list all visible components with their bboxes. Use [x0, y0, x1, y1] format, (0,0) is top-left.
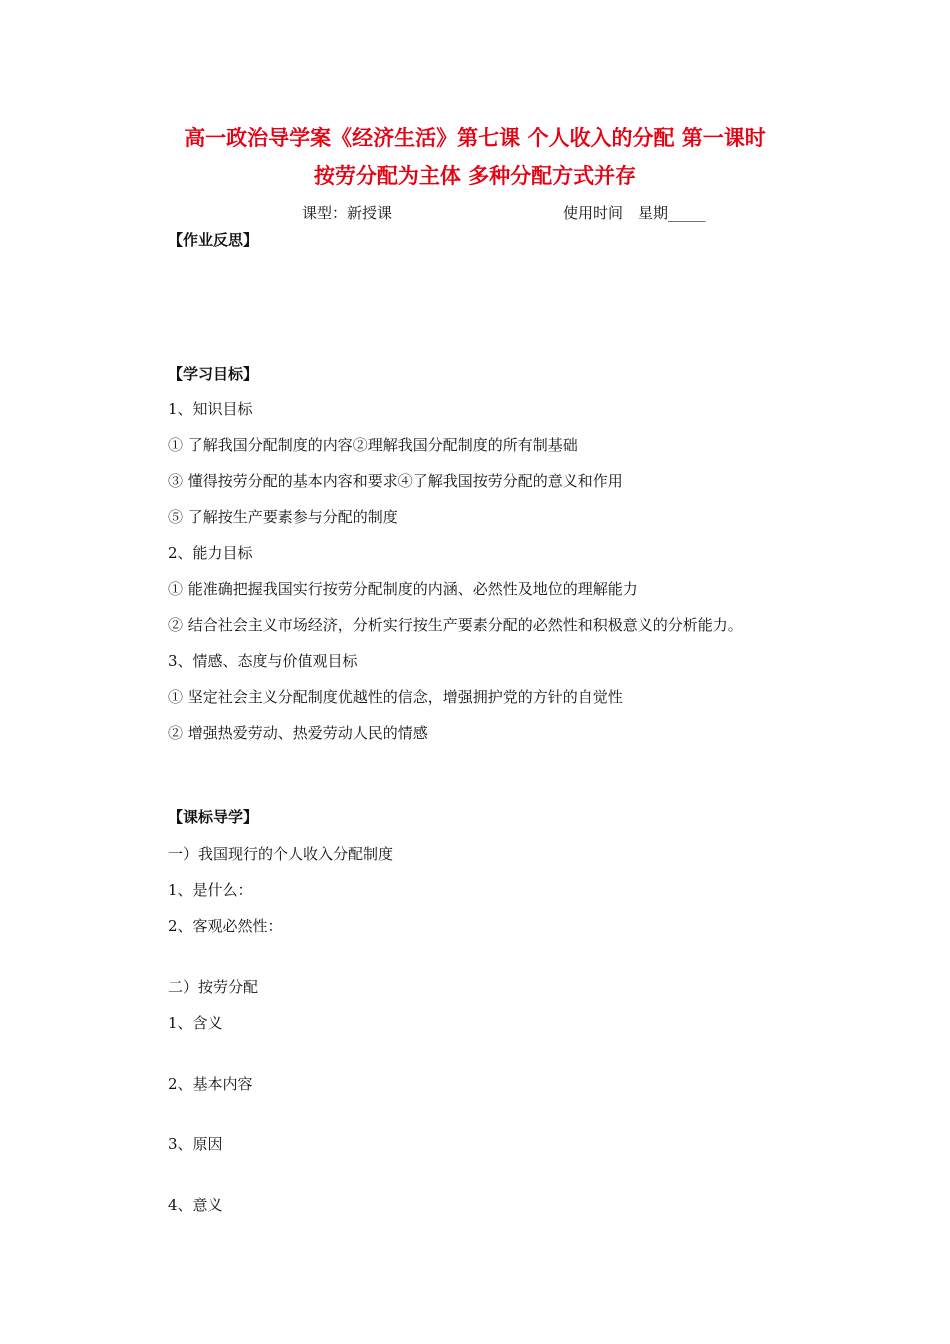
- emotion-goal-item: ① 坚定社会主义分配制度优越性的信念，增强拥护党的方针的自觉性: [168, 688, 623, 706]
- ability-goals-title: 2、能力目标: [168, 544, 253, 562]
- study-question: 2、客观必然性：: [168, 917, 283, 935]
- guided-study-heading: 【课标导学】: [168, 808, 259, 826]
- document-title-line-2: 按劳分配为主体 多种分配方式并存: [313, 164, 637, 188]
- emotion-goal-item: ② 增强热爱劳动、热爱劳动人民的情感: [168, 724, 428, 742]
- study-question: 1、含义: [168, 1014, 223, 1032]
- lesson-type: 课型：新授课: [302, 204, 393, 222]
- document-title-line-1: 高一政治导学案《经济生活》第七课 个人收入的分配 第一课时: [184, 126, 766, 150]
- study-question: 3、原因: [168, 1135, 223, 1153]
- knowledge-goals-title: 1、知识目标: [168, 400, 253, 418]
- knowledge-goal-item: ① 了解我国分配制度的内容②理解我国分配制度的所有制基础: [168, 436, 578, 454]
- knowledge-goal-item: ⑤ 了解按生产要素参与分配的制度: [168, 508, 398, 526]
- distribution-by-work-section-title: 二）按劳分配: [168, 978, 259, 996]
- usage-time: 使用时间 星期_____: [563, 204, 706, 222]
- study-question: 2、基本内容: [168, 1075, 253, 1093]
- income-distribution-section-title: 一）我国现行的个人收入分配制度: [168, 845, 394, 863]
- study-question: 4、意义: [168, 1196, 223, 1214]
- study-question: 1、是什么：: [168, 881, 253, 899]
- learning-goals-heading: 【学习目标】: [168, 365, 259, 383]
- ability-goal-item: ② 结合社会主义市场经济，分析实行按生产要素分配的必然性和积极意义的分析能力。: [168, 616, 743, 634]
- knowledge-goal-item: ③ 懂得按劳分配的基本内容和要求④了解我国按劳分配的意义和作用: [168, 472, 623, 490]
- homework-reflection-heading: 【作业反思】: [168, 231, 259, 249]
- ability-goal-item: ① 能准确把握我国实行按劳分配制度的内涵、必然性及地位的理解能力: [168, 580, 638, 598]
- emotion-goals-title: 3、情感、态度与价值观目标: [168, 652, 358, 670]
